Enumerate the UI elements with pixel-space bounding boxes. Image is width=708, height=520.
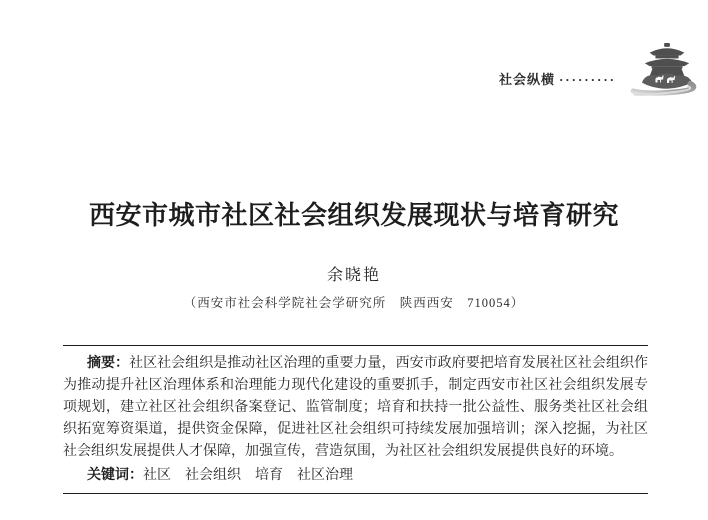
xian-pagoda-silkroad-logo-icon [630, 43, 704, 97]
author-affiliation: （西安市社会科学院社会学研究所 陕西西安 710054） [183, 296, 525, 310]
keywords-text: 社区 社会组织 培育 社区治理 [143, 468, 353, 483]
abstract-paragraph [63, 351, 648, 463]
keywords-label: 关键词： [87, 466, 143, 482]
section-dot-leader: ········· [558, 72, 616, 87]
abstract-label: 摘要： [87, 354, 130, 370]
author-name: 余晓艳 [326, 267, 381, 284]
article-title: 西安市城市社区社会组织发展现状与培育研究 [88, 200, 619, 230]
section-label: 社会纵横 [498, 72, 555, 87]
abstract-text: 社区社会组织是推动社区治理的重要力量，西安市政府要把培育发展社区社会组织作为推动提升社区治理体系和治理能力现代化建设的重要抓手，制定西安市社区社会组织发展专项规划，建立社区社会组织备案登记、监管制度；培育和扶持一批公益性、服务类社区社会组织拓宽筹资渠道，提供资金保障，促进社区社会组织可持续发展加强培训；深入挖掘，为社区社会组织发展提供人才保障，加强宣传，营造氛围，为社区社会组织发展提供良好的环境。 [63, 356, 648, 459]
journal-section-header [499, 69, 616, 88]
keywords-line [63, 463, 648, 487]
abstract-keywords-box [63, 345, 648, 494]
